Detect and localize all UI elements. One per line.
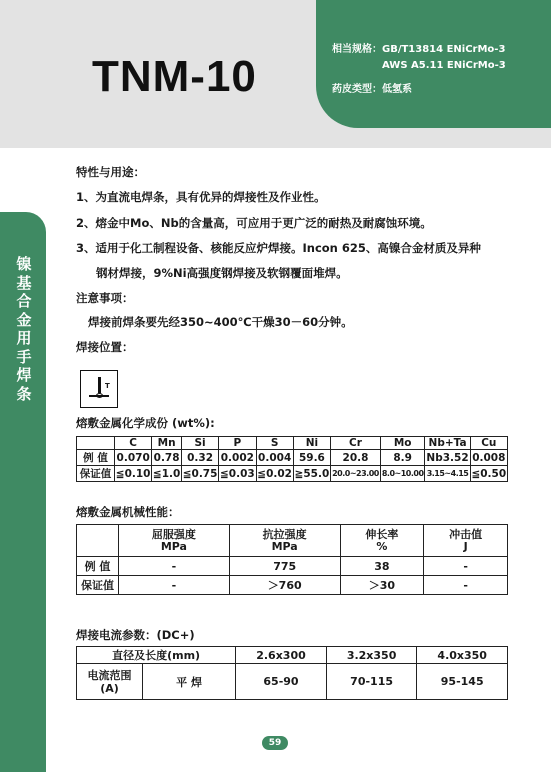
- tensile-unit: MPa: [271, 539, 298, 553]
- table-header: Ni: [293, 437, 330, 450]
- table-cell: 3.2x350: [326, 647, 417, 664]
- yield-unit: MPa: [160, 539, 187, 553]
- table-cell: -: [424, 576, 508, 595]
- feature-3: 3、适用于化工制程设备、核能反应炉焊接。Incon 625、高镍合金材质及异种: [76, 241, 481, 255]
- table-header: C: [115, 437, 152, 450]
- table-cell: 59.6: [293, 450, 330, 466]
- table-header: Mo: [380, 437, 425, 450]
- table-cell: 70-115: [326, 664, 417, 700]
- elongation-unit: %: [376, 539, 388, 553]
- table-header: [119, 525, 230, 557]
- current-heading: 焊接电流参数：(DC+): [76, 628, 195, 642]
- impact-label: 冲击值: [449, 527, 483, 541]
- coating-type: 药皮类型：低氢系: [332, 84, 412, 95]
- row-label: 保证值: [77, 466, 115, 482]
- table-cell: ≦0.03: [220, 467, 255, 480]
- table-header: [424, 525, 508, 557]
- diameter-label: 直径及长度(mm): [77, 647, 236, 664]
- table-cell: [77, 525, 119, 557]
- table-cell: ＞760: [229, 576, 340, 595]
- product-title: TNM-10: [92, 52, 257, 101]
- yield-label: 屈服强度: [151, 527, 196, 541]
- table-cell: ≧55.0: [294, 467, 330, 480]
- range-label: 电流范围: [87, 668, 132, 682]
- table-header: S: [256, 437, 293, 450]
- feature-2: 2、熔金中Mo、Nb的含量高，可应用于更广泛的耐热及耐腐蚀环境。: [76, 216, 432, 230]
- table-header-row: [77, 437, 508, 450]
- table-cell: [77, 437, 115, 450]
- note-1: 焊接前焊条要先经350~400℃干燥30－60分钟。: [88, 315, 353, 329]
- table-cell: 0.002: [219, 450, 256, 466]
- table-cell: -: [119, 557, 230, 576]
- electrode-rod: [98, 377, 101, 393]
- table-cell: 2.6x300: [236, 647, 327, 664]
- table-cell: ≦0.02: [257, 467, 292, 480]
- table-row: [77, 466, 508, 482]
- table-cell: -: [424, 557, 508, 576]
- table-cell: 8.9: [380, 450, 425, 466]
- chem-composition-table: [76, 436, 508, 482]
- header-band: [0, 0, 551, 148]
- range-label-cell: [77, 664, 143, 700]
- table-header: Cu: [470, 437, 507, 450]
- table-header: Cr: [331, 437, 381, 450]
- table-row: [77, 576, 508, 595]
- table-cell: ≦1.0: [152, 467, 181, 480]
- chem-heading: 熔敷金属化学成份 (wt%):: [76, 416, 215, 430]
- table-cell: 0.32: [181, 450, 218, 466]
- table-header: [340, 525, 424, 557]
- mech-heading: 熔敷金属机械性能：: [76, 505, 180, 519]
- tensile-label: 抗拉强度: [262, 527, 307, 541]
- position-mark: T: [105, 382, 110, 390]
- table-header: P: [219, 437, 256, 450]
- table-cell: 20.0~23.00: [331, 466, 381, 482]
- base-plate: [89, 395, 109, 397]
- table-header: [229, 525, 340, 557]
- table-cell: ≦0.75: [182, 467, 218, 480]
- table-cell: 0.004: [256, 450, 293, 466]
- feature-3-cont: 钢材焊接，9%Ni高强度钢焊接及软钢覆面堆焊。: [96, 266, 348, 280]
- welding-current-table: [76, 646, 508, 700]
- row-label: 例 值: [77, 450, 115, 466]
- table-cell: 0.78: [153, 451, 180, 464]
- table-cell: 20.8: [331, 450, 381, 466]
- range-unit: (A): [100, 681, 119, 695]
- table-header: Si: [181, 437, 218, 450]
- category-label: 镍基合金用手焊条: [16, 255, 32, 403]
- table-row: [77, 450, 508, 466]
- table-cell: ≦0.50: [471, 467, 507, 480]
- table-cell: -: [119, 576, 230, 595]
- table-cell: 3.15~4.15: [425, 466, 470, 482]
- table-cell: 0.070: [115, 450, 152, 466]
- spec-box: [316, 0, 551, 128]
- spec-gb: 相当规格：GB/T13814 ENiCrMo-3: [332, 44, 506, 55]
- table-cell: 8.0~10.00: [380, 466, 425, 482]
- row-label: 保证值: [77, 576, 119, 595]
- table-cell: 65-90: [236, 664, 327, 700]
- page-number: 59: [262, 736, 288, 750]
- table-cell: Nb3.52: [426, 451, 469, 464]
- mechanical-properties-table: [76, 524, 508, 595]
- table-row: [77, 647, 508, 664]
- table-header: Mn: [152, 437, 182, 450]
- table-row: [77, 664, 508, 700]
- notes-heading: 注意事项：: [76, 291, 134, 305]
- table-cell: 95-145: [417, 664, 508, 700]
- table-cell: 38: [340, 557, 424, 576]
- position-heading: 焊接位置：: [76, 340, 134, 354]
- spec-aws: AWS A5.11 ENiCrMo-3: [382, 60, 506, 71]
- row-label: 例 值: [77, 557, 119, 576]
- features-heading: 特性与用途：: [76, 165, 145, 179]
- table-cell: 4.0x350: [417, 647, 508, 664]
- feature-1: 1、为直流电焊条，具有优异的焊接性及作业性。: [76, 190, 326, 204]
- table-cell: ≦0.10: [115, 467, 151, 480]
- flat-position-icon: [80, 370, 118, 408]
- table-header: Nb+Ta: [425, 437, 470, 450]
- impact-unit: J: [463, 539, 468, 553]
- position-label: 平 焊: [143, 664, 236, 700]
- table-row: [77, 557, 508, 576]
- table-cell: 775: [229, 557, 340, 576]
- table-cell: 0.008: [470, 450, 507, 466]
- elongation-label: 伸长率: [365, 527, 399, 541]
- table-header-row: [77, 525, 508, 557]
- table-cell: ＞30: [340, 576, 424, 595]
